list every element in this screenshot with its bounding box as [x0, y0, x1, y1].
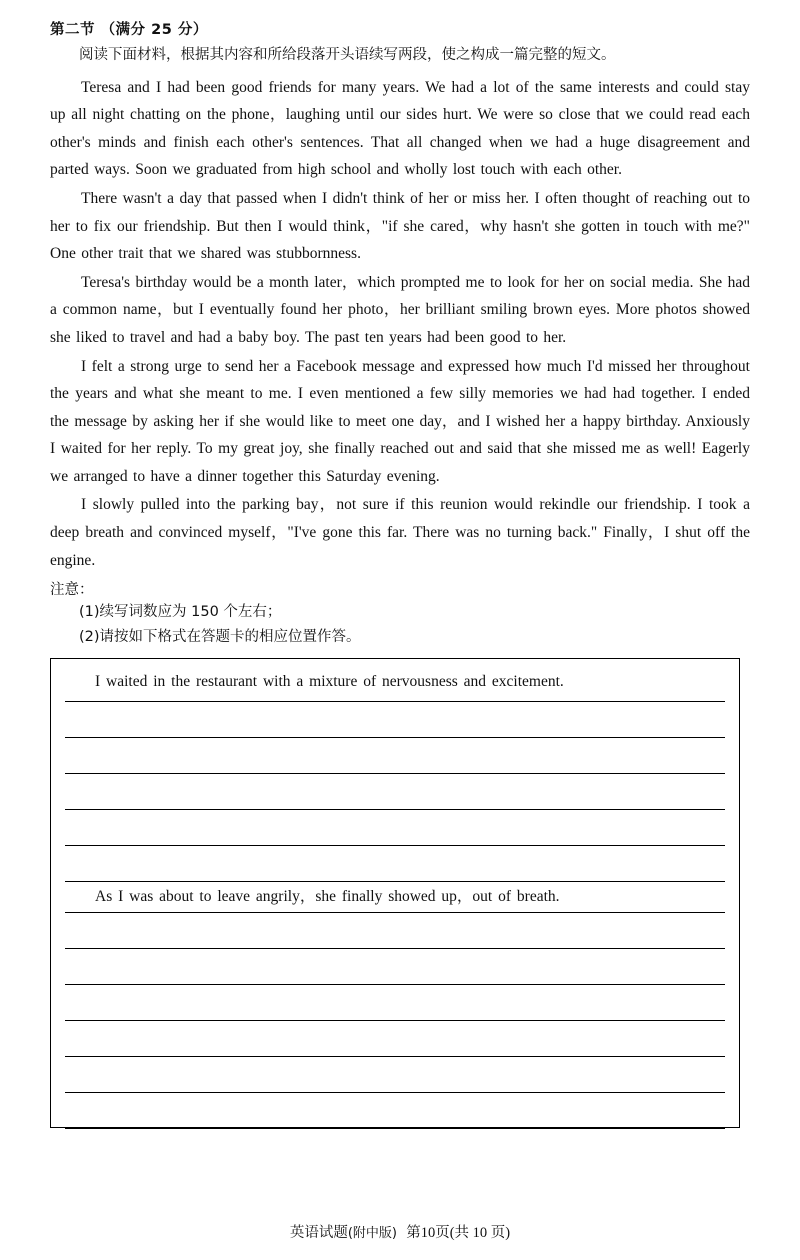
- writing-line[interactable]: [65, 985, 725, 1021]
- writing-line[interactable]: [65, 1093, 725, 1129]
- answer-block-2: [59, 882, 731, 1129]
- passage-paragraph-2: There wasn't a day that passed when I didn't think of her or miss her. I often thought of reaching out to her to fix our friendship. But then I would think，"if she cared，why hasn't she gotten in touch with me?" One other trait that we shared was stubbornness.: [50, 190, 750, 263]
- section-instruction: 阅读下面材料，根据其内容和所给段落开头语续写两段，使之构成一篇完整的短文。: [79, 47, 616, 63]
- passage-paragraph-3: Teresa's birthday would be a month later，which prompted me to look for her on social media. She had a common name，but I eventually found her photo，her brilliant smiling brown eyes. More photos showed she liked to travel and had a baby boy. The past ten years had been good to her.: [50, 273, 750, 346]
- section-heading: [50, 18, 750, 39]
- writing-line[interactable]: [65, 846, 725, 882]
- page-content: [50, 18, 750, 1128]
- paragraph1-lead-text: I waited in the restaurant with a mixture of nervousness and excitement.: [95, 672, 564, 690]
- section-title: 第二节: [50, 22, 95, 38]
- footer-subject: 英语试题: [289, 1225, 348, 1241]
- footer-edition: (附中版): [347, 1226, 397, 1241]
- writing-line[interactable]: [65, 774, 725, 810]
- answer-block-1: [59, 671, 731, 882]
- page-footer: [0, 1221, 800, 1242]
- passage-paragraph-5: I slowly pulled into the parking bay，not sure if this reunion would rekindle our friendship. I took a deep breath and convinced myself，"I've gone this far. There was no turning back." Finally，I shut off the engine.: [50, 496, 750, 569]
- section-score: （满分 25 分）: [100, 22, 208, 38]
- paragraph1-lead-line: [65, 671, 725, 702]
- footer-page-number: 第10页(共 10 页): [406, 1225, 511, 1241]
- writing-line[interactable]: [65, 810, 725, 846]
- passage-paragraph-1: Teresa and I had been good friends for many years. We had a lot of the same interests and could stay up all night chatting on the phone，laughing until our sides hurt. We were so close that we could read each other's minds and finish each other's sentences. That all changed when we had a huge disagreement and parted ways. Soon we graduated from high school and wholly lost touch with each other.: [50, 78, 750, 179]
- note-item-2: (2)请按如下格式在答题卡的相应位置作答。: [79, 629, 361, 646]
- writing-line[interactable]: [65, 949, 725, 985]
- answer-box: [50, 658, 740, 1128]
- writing-line[interactable]: [65, 913, 725, 949]
- notes-label: 注意：: [50, 582, 94, 599]
- paragraph2-lead-line: [65, 882, 725, 913]
- writing-line[interactable]: [65, 1021, 725, 1057]
- writing-line[interactable]: [65, 1057, 725, 1093]
- passage-paragraph-4: I felt a strong urge to send her a Facebook message and expressed how much I'd missed her throughout the years and what she meant to me. I even mentioned a few silly memories we had had together. I ended the message by asking her if she would like to meet one day，and I wished her a happy birthday. Anxiously I waited for her reply. To my great joy, she finally reached out and said that she missed me as well! Eagerly we arranged to have a dinner together this Saturday evening.: [50, 357, 750, 485]
- paragraph2-lead-text: As I was about to leave angrily，she finally showed up，out of breath.: [95, 887, 560, 905]
- writing-line[interactable]: [65, 702, 725, 738]
- note-item-1: (1)续写词数应为 150 个左右；: [79, 604, 282, 621]
- writing-line[interactable]: [65, 738, 725, 774]
